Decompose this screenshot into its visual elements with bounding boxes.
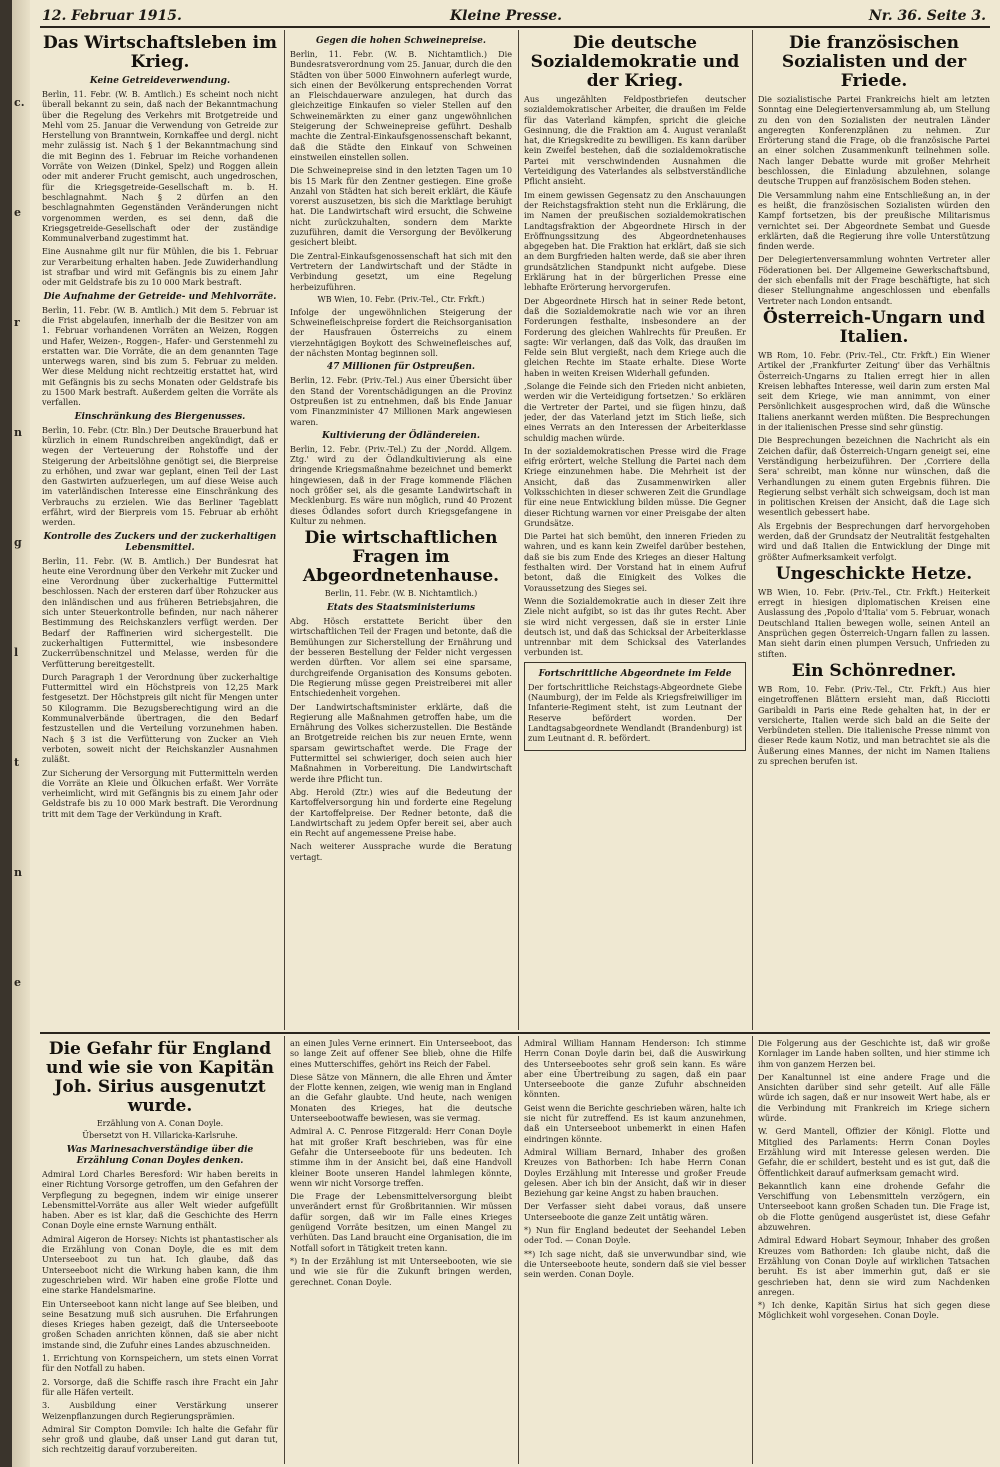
article-paragraph: Im einem gewissen Gegensatz zu den Anschauungen der Reichstagsfraktion steht nun die Erklärung, die im Namen der preußischen sozialdemokratischen Landtagsfraktion der Abgeordnete Hirsch in der Eröffnungssitzung des Abgeordnetenhauses abgegeben hat. Die Fraktion hat erklärt, daß sie sich an dem Burgfrieden halten werde, daß sie aber ihren grundsätzlichen Standpunkt nicht aufgebe. Diese Erklärung hat in der bürgerlichen Presse eine lebhafte Erörterung hervorgerufen. <box>524 189 746 293</box>
article-paragraph: Berlin, 11. Febr. (W. B. Nichtamtlich.) Die Bundesratsverordnung vom 25. Januar, durch die den Städten von über 5000 Einwohnern auferlegt wurde, sich einen der Bevölkerung entsprechenden Vorrat an Fleischdauerware anzulegen, hat durch das gleichzeitige Einkaufen so vieler Stellen auf den Schweinemärkten zu einer ganz ungewöhnlichen Steigerung der Schweinepreise geführt. Deshalb machte die Zentral-Einkaufsgenossenschaft bekannt, daß die Städte den Einkauf von Schweinen einstweilen einstellen sollen. <box>290 49 512 162</box>
section-subtitle: Einschränkung des Biergenusses. <box>74 411 246 422</box>
social-democracy-text <box>524 94 746 658</box>
edge-glyph: n <box>14 866 22 879</box>
dateline: Berlin, 11. Febr. (W. B. Nichtamtlich.) <box>324 589 478 599</box>
feuilleton-paragraph: **) Ich sage nicht, daß sie unverwundbar sind, wie die Unterseeboote heute, sondern daß sie viel besser sein werden. Conan Doyle. <box>524 1248 746 1280</box>
section-subtitle: 47 Millionen für Ostpreußen. <box>326 362 476 373</box>
dateline: WB Wien, 10. Febr. (Priv.-Tel., Ctr. Frkft.) <box>317 294 485 304</box>
feuilleton-paragraph: Die Folgerung aus der Geschichte ist, daß wir große Kornlager im Lande haben sollten, und hier stimme ich ihm von ganzem Herzen bei. <box>758 1038 990 1069</box>
column-pig-prices <box>290 32 512 1028</box>
pig-price-sections <box>290 36 512 862</box>
section-subtitle: Etats des Staatsministeriums <box>326 603 476 614</box>
feuilleton-intro: Was Marinesachverständige über die Erzählung Conan Doyles denken. <box>66 1145 254 1166</box>
article-paragraph: WB Rom, 10. Febr. (Priv.-Tel., Ctr. Frkft.) Aus hier eingetroffenen Blättern ersieht man, daß Ricciotti Garibaldi in Paris eine Rede gehalten hat, in der er versicherte, Italien werde sich bald an die Seite der Verbündeten stellen. Die italienische Presse nimmt von dieser Rede kaum Notiz, und man betrachtet sie als die Äußerung eines Mannes, der nicht im Namen Italiens zu sprechen berufen ist. <box>758 683 990 767</box>
article-title: Die wirtschaftlichen Fragen im Abgeordnetenhause. <box>302 528 500 587</box>
edge-glyph: g <box>14 536 22 549</box>
clumsy-agitation-text <box>758 587 990 659</box>
section-subtitle: Gegen die hohen Schweinepreise. <box>316 36 486 46</box>
progressive-deputies-title: Fortschrittliche Abgeordnete im Felde <box>538 668 732 679</box>
article-paragraph: Als Ergebnis der Besprechungen darf hervorgehoben werden, daß der Grundsatz der Neutralität festgehalten wird und daß Italien die Entwicklung der Dinge mit größter Aufmerksamkeit verfolgt. <box>758 520 990 562</box>
article-paragraph: Zur Sicherung der Versorgung mit Futtermitteln werden die Vorräte an Kleie und Ölkuchen erfaßt. Wer Vorräte verheimlicht, wird mit Gefängnis bis zu einem Jahr oder Geldstrafe bis zu 10 000 Mark bestraft. Die Verordnung tritt mit dem Tage der Verkündung in Kraft. <box>42 767 278 819</box>
feuilleton-paragraph: 1. Errichtung von Kornspeichern, um stets einen Vorrat für den Notfall zu haben. <box>42 1353 278 1374</box>
article-paragraph: Infolge der ungewöhnlichen Steigerung der Schweinefleischpreise fordert die Reichsorganisation der Hausfrauen Österreichs zu einem vierzehntägigen Boykott des Schweinefleisches auf, der nächsten Montag beginnen soll. <box>290 306 512 359</box>
section-subtitle: Kultivierung der Ödländereien. <box>322 430 480 441</box>
feuilleton-col-2 <box>290 1038 512 1464</box>
feuilleton-paragraph: *) Nun für England bedeutet der Seehandel Leben oder Tod. — Conan Doyle. <box>524 1225 746 1246</box>
article-title-social-democracy: Die deutsche Sozialdemokratie und der Krieg. <box>530 33 740 91</box>
edge-glyph: r <box>14 316 20 329</box>
column-social-democracy <box>524 32 746 1028</box>
edge-glyph: t <box>14 756 20 769</box>
article-paragraph: Berlin, 10. Febr. (Ctr. Bln.) Der Deutsche Brauerbund hat kürzlich in einem Rundschreiben angekündigt, daß er wegen der Verteuerung der Rohstoffe und der Steigerung der Arbeitslöhne genötigt sei, die Bierpreise zu erhöhen, und zwar war geplant, einen Teil der Last den Gastwirten aufzuerlegen, um auf diese Weise auch im vaterländischen Interesse eine Einschränkung des Verbrauchs zu erzielen. Wie das Berliner Tageblatt erfährt, wird der Bierpreis vom 15. Februar ab erhöht werden. <box>42 424 278 528</box>
progressive-deputies-text: Der fortschrittliche Reichstags-Abgeordnete Giebe (Naumburg), der im Felde als Kriegsfreiwilliger im Infanterie-Regiment steht, ist zum Leutnant der Reserve befördert worden. Der Landtagsabgeordnete Wendlandt (Brandenburg) ist zum Leutnant d. R. befördert. <box>528 681 742 744</box>
edge-glyph: c. <box>14 96 25 109</box>
feuilleton-paragraph: Ein Unterseeboot kann nicht lange auf See bleiben, und seine Besatzung muß sich ausruhen. Die Erfahrungen dieses Krieges haben gezeigt, daß die Unterseeboote großen Schaden anrichten können, daß sie aber nicht imstande sind, die Zufuhr eines Landes abzuschneiden. <box>42 1298 278 1350</box>
article-title-french-socialists: Die französischen Sozialisten und der Friede. <box>781 33 967 91</box>
article-paragraph: WB Rom, 10. Febr. (Priv.-Tel., Ctr. Frkft.) Ein Wiener Artikel der ‚Frankfurter Zeitung' über das Verhältnis Österreich-Ungarns zu Italien erregt hier in allen Kreisen lebhaftes Interesse, weil darin zum ersten Mal seit dem Kriege, wie man annimmt, von einer Persönlichkeit ausgesprochen wird, daß die Wünsche Italiens anerkannt werden müßten. Die Besprechungen in der italienischen Presse sind sehr günstig. <box>758 349 990 433</box>
header-rule <box>40 26 990 28</box>
article-title-clumsy-agitation: Ungeschickte Hetze. <box>775 563 973 584</box>
article-paragraph: Der Abgeordnete Hirsch hat in seiner Rede betont, daß die Sozialdemokratie nach wie vor an ihren Forderungen festhalte, insbesondere an der Forderung des gleichen Wahlrechts für Preußen. Er sagte: Wir verlangen, daß das Volk, das draußen im Felde sein Blut vergießt, nach dem Kriege auch die gleichen Rechte im Staate erhalte. Diese Worte haben in weiten Kreisen Widerhall gefunden. <box>524 295 746 378</box>
column-divider-1 <box>284 30 285 1030</box>
feuilleton-paragraph: Geist wenn die Berichte geschrieben wären, halte ich sie nicht für zutreffend. Es ist kaum anzunehmen, daß ein Unterseeboot unbemerkt in einen Hafen eindringen könnte. <box>524 1102 746 1144</box>
feuilleton-col-1 <box>42 1038 278 1464</box>
page-spine <box>12 0 30 1467</box>
feuilleton-byline: Erzählung von A. Conan Doyle. <box>96 1119 224 1128</box>
article-paragraph: Aus ungezählten Feldpostbriefen deutscher sozialdemokratischer Arbeiter, die draußen im Felde für das Vaterland kämpfen, spricht die gleiche Gesinnung, die die Fraktion am 4. August veranlaßt hat, die Kriegskredite zu bewilligen. Es kann darüber kein Zweifel bestehen, daß die sozialdemokratische Partei mit verschwindenden Ausnahmen die Verteidigung des Vaterlandes als selbstverständliche Pflicht ansieht. <box>524 94 746 187</box>
column-divider-3 <box>752 30 753 1030</box>
austria-italy-text <box>758 350 990 562</box>
header-issue-number: Nr. 36. Seite 3. <box>868 8 986 24</box>
newspaper-page <box>12 0 1000 1467</box>
article-paragraph: Berlin, 12. Febr. (Priv.-Tel.) Aus einer Übersicht über den Stand der Vorentschädigungen an die Provinz Ostpreußen ist zu entnehmen, daß bis Ende Januar vom Finanzminister 47 Millionen Mark angewiesen waren. <box>290 375 512 427</box>
feuilleton-paragraph: *) In der Erzählung ist mit Unterseebooten, wie sie und wie sie für die Zukunft bringen werden, gerechnet. Conan Doyle. <box>290 1255 512 1287</box>
article-paragraph: ‚Solange die Feinde sich den Frieden nicht anbieten, werden wir die Verteidigung fortsetzen.' So erklären die Vertreter der Partei, und sie fügen hinzu, daß jeder, der das Vaterland jetzt im Stich ließe, sich eines Verrats an den Interessen der Arbeiterklasse schuldig machen würde. <box>524 381 746 443</box>
feuilleton-text-2 <box>290 1038 512 1287</box>
article-paragraph: Eine Ausnahme gilt nur für Mühlen, die bis 1. Februar zur Verarbeitung erhalten haben. Jede Zuwiderhandlung ist strafbar und wird mit Gefängnis bis zu einem Jahr oder mit Geldstrafe bis zu 10 000 Mark bestraft. <box>42 246 278 288</box>
feuilleton-paragraph: W. Gerd Mantell, Offizier der Königl. Flotte und Mitglied des Parlaments: Herrn Conan Doyles Erzählung wird mit Interesse gelesen werden. Die Gefahr, die er schildert, besteht und es ist gut, daß die Öffentlichkeit darauf aufmerksam gemacht wird. <box>758 1126 990 1178</box>
feuilleton-paragraph: an einen Jules Verne erinnert. Ein Unterseeboot, das so lange Zeit auf offener See blieb, ohne die Hilfe eines Mutterschiffes, gehört ins Reich der Fabel. <box>290 1038 512 1069</box>
section-subtitle: Keine Getreideverwendung. <box>89 76 231 86</box>
article-paragraph: Abg. Hösch erstattete Bericht über den wirtschaftlichen Teil der Fragen und betonte, daß die Bemühungen zur Sicherstellung der Ernährung und der besseren Bestellung der Felder nicht vergessen werden dürften. Vor allem sei eine sparsame, durchgreifende Organisation des Konsums geboten. Die Regierung müsse gegen Preistreiberei mit aller Entschiedenheit vorgehen. <box>290 616 512 699</box>
column-divider-6 <box>752 1036 753 1464</box>
french-socialists-text <box>758 94 990 306</box>
feuilleton-paragraph: Bekanntlich kann eine drohende Gefahr die Verschiffung von Lebensmitteln verzögern, ein Unterseeboot kann großen Schaden tun. Die Frage ist, ob die Flotte genügend ausgerüstet ist, diese Gefahr abzuwehren. <box>758 1180 990 1233</box>
article-paragraph: Berlin, 11. Febr. (W. B. Amtlich.) Mit dem 5. Februar ist die Frist abgelaufen, innerhalb der die Besitzer von am 1. Februar vorhandenen Vorräten an Weizen, Roggen und Hafer, Weizen-, Roggen-, Hafer- und Gerstenmehl zu erstatten war. Die Vorräte, die an dem genannten Tage unterwegs waren, sind bis zum 5. Februar zu melden. Wer diese Meldung nicht rechtzeitig erstattet hat, wird mit Gefängnis bis zu sechs Monaten oder Geldstrafe bis zu 1500 Mark bestraft. Außerdem gelten die Vorräte als verfallen. <box>42 304 278 408</box>
article-paragraph: Die Partei hat sich bemüht, den inneren Frieden zu wahren, und es kann kein Zweifel darüber bestehen, daß sie bis zum Ende des Krieges an dieser Haltung festhalten wird. Der Vorstand hat in einem Aufruf betont, daß die Einigkeit des Volkes die Voraussetzung des Sieges sei. <box>524 531 746 593</box>
feuilleton-paragraph: Admiral Lord Charles Beresford: Wir haben bereits in einer Richtung Vorsorge getroffen, um den Gefahren der Verpflegung zu begegnen, indem wir einige unserer Lebensmittel-Vorräte aus aller Welt wieder aufgefüllt haben. Aber es ist klar, daß die Geschichte des Herrn Conan Doyle eine ernste Warnung enthält. <box>42 1169 278 1231</box>
column-divider-4 <box>284 1036 285 1464</box>
feuilleton-paragraph: Der Verfasser sieht dabei voraus, daß unsere Unterseeboote die ganze Zeit untätig wären. <box>524 1201 746 1222</box>
progressive-deputies-box <box>524 662 746 751</box>
article-paragraph: Die Versammlung nahm eine Entschließung an, in der es heißt, die französischen Sozialisten würden den Kampf fortsetzen, bis der preußische Militarismus vernichtet sei. Der Abgeordnete Sembat und Guesde erklärten, daß die Regierung ihre volle Unterstützung finden werde. <box>758 189 990 252</box>
article-paragraph: Der Delegiertenversammlung wohnten Vertreter aller Föderationen bei. Der Allgemeine Gewerkschaftsbund, der sich ebenfalls mit der Frage beschäftigte, hat sich dieser Stellungnahme angeschlossen und ebenfalls Vertreter nach London entsandt. <box>758 254 990 306</box>
feuilleton-paragraph: Admiral Aigeron de Horsey: Nichts ist phantastischer als die Erzählung von Conan Doyle, die es mit dem Unterseeboot zu tun hat. Ich glaube, daß das Unterseeboot nicht die Wirkung haben kann, die ihm zugeschrieben wird. Wir haben eine große Flotte und eine starke Handelsmarine. <box>42 1233 278 1296</box>
header-date: 12. Februar 1915. <box>42 8 182 24</box>
orator-text <box>758 684 990 766</box>
article-title-orator: Ein Schönredner. <box>791 660 957 681</box>
edge-glyph: l <box>14 646 19 659</box>
feuilleton-paragraph: 2. Vorsorge, daß die Schiffe rasch ihre Fracht ein Jahr für alle Häfen verteilt. <box>42 1376 278 1397</box>
edge-glyph: e <box>14 976 21 989</box>
feuilleton-col-4 <box>758 1038 990 1464</box>
feuilleton-paragraph: Die Frage der Lebensmittelversorgung bleibt unverändert ernst für Großbritannien. Wir müssen dafür sorgen, daß wir im Falle eines Krieges genügend Vorräte besitzen, um einen Mangel zu verhüten. Das Land braucht eine Organisation, die im Notfall sofort in Tätigkeit treten kann. <box>290 1191 512 1253</box>
article-paragraph: Die Zentral-Einkaufsgenossenschaft hat sich mit den Vertretern der Landwirtschaft und der Städte in Verbindung gesetzt, um eine Regelung herbeizuführen. <box>290 250 512 292</box>
article-paragraph: Berlin, 11. Febr. (W. B. Amtlich.) Der Bundesrat hat heute eine Verordnung über den Verkehr mit Zucker und eine Verordnung über zuckerhaltige Futtermittel beschlossen. Nach der ersteren darf über Rohzucker aus den inländischen und aus früheren Betriebsjahren, die sich unter Steuerkontrolle befinden, nur nach näherer Bestimmung des Reichskanzlers verfügt werden. Der Bedarf der Raffinerien wird sichergestellt. Die zuckerhaltigen Futtermittel, wie insbesondere Zuckerrübenschnitzel und Melasse, werden für die Verfütterung bereitgestellt. <box>42 555 278 669</box>
feuilleton-text-3 <box>524 1038 746 1280</box>
feuilleton-paragraph: Admiral A. C. Penrose Fitzgerald: Herr Conan Doyle hat mit großer Kraft beschrieben, was für eine Gefahr die Unterseeboote für uns bedeuten. Ich stimme ihm in der Ansicht bei, daß eine Handvoll kleiner Boote unseren Handel lahmlegen könnte, wenn wir nicht Vorsorge treffen. <box>290 1126 512 1188</box>
article-paragraph: Berlin, 12. Febr. (Priv.-Tel.) Zu der ‚Nordd. Allgem. Ztg.' wird zu der Ödlandkultivierung als eine dringende Kriegsmaßnahme bezeichnet und bemerkt hingewiesen, daß in der Frage kommende Flächen noch größer sei, als die gesamte Landwirtschaft in Mecklenburg. Es wäre nun möglich, rund 40 Prozent dieses Ödlandes sofort durch Kriegsgefangene in Kultur zu nehmen. <box>290 443 512 526</box>
article-paragraph: Die Besprechungen bezeichnen die Nachricht als ein Zeichen dafür, daß Österreich-Ungarn geneigt sei, eine Verständigung herbeizuführen. Der ‚Corriere della Sera' schreibt, man könne nur wünschen, daß die Verhandlungen zu einem guten Ergebnis führen. Die Regierung selbst verhält sich schweigsam, doch ist man in politischen Kreisen der Ansicht, daß die Lage sich wesentlich gebessert habe. <box>758 435 990 518</box>
feuilleton-paragraph: *) Ich denke, Kapitän Sirius hat sich gegen diese Möglichkeit wohl vorgesehen. Conan Doyle. <box>758 1300 990 1321</box>
feuilleton-paragraph: Der Kanaltunnel ist eine andere Frage und die Ansichten darüber sind sehr geteilt. Auf alle Fälle würde ich sagen, daß er nur insoweit Wert habe, als er die Verbindung mit Frankreich im Kriege sichern würde. <box>758 1071 990 1124</box>
article-paragraph: Die Schweinepreise sind in den letzten Tagen um 10 bis 15 Mark für den Zentner gestiegen. Eine große Anzahl von Städten hat sich bereit erklärt, die Käufe vorerst auszusetzen, bis sich die Marktlage beruhigt hat. Die Landwirtschaft wird ersucht, die Schweine nicht zurückzuhalten, sondern dem Markte zuzuführen, damit die Versorgung der Bevölkerung gesichert bleibt. <box>290 165 512 248</box>
edge-glyph: e <box>14 206 21 219</box>
article-paragraph: Berlin, 11. Febr. (W. B. Amtlich.) Es scheint noch nicht überall bekannt zu sein, daß nach der Bekanntmachung über die Regelung des Verkehrs mit Brotgetreide und Mehl vom 25. Januar die Verwendung von Getreide zur Herstellung von Branntwein, Kornkaffee und dergl. nicht mehr zulässig ist. Nach § 1 der Bekanntmachung sind die mit Beginn des 1. Februar im Reiche vorhandenen Vorräte von Weizen (Dinkel, Spelz) und Roggen allein oder mit anderer Frucht gemischt, auch ungedroschen, für die Kriegsgetreide-Gesellschaft m. b. H. beschlagnahmt. Nach § 2 dürfen an den beschlagnahmten Gegenständen Veränderungen nicht vorgenommen werden, es sei denn, daß die Kriegsgetreide-Gesellschaft oder der zuständige Kommunalverband zugestimmt hat. <box>42 89 278 244</box>
article-paragraph: Nach weiterer Aussprache wurde die Beratung vertagt. <box>290 841 512 862</box>
column-divider-5 <box>518 1036 519 1464</box>
article-paragraph: Durch Paragraph 1 der Verordnung über zuckerhaltige Futtermittel wird ein Höchstpreis von 12,25 Mark festgesetzt. Der Höchstpreis gilt nicht für Mengen unter 50 Kilogramm. Die Bezugsberechtigung wird an die Kommunalverbände übertragen, die den Bedarf festzustellen und die Verteilung vorzunehmen haben. Nach § 3 ist die Verfütterung von Zucker an Vieh verboten, soweit nicht der Reichskanzler Ausnahmen zuläßt. <box>42 671 278 765</box>
article-paragraph: WB Wien, 10. Febr. (Priv.-Tel., Ctr. Frkft.) Heiterkeit erregt in hiesigen diplomatischen Kreisen eine Auslassung des ‚Popolo d'Italia' vom 5. Februar, wonach Deutschland Italien bewegen wolle, seinen Anteil an Ansprüchen gegen Österreich-Ungarn fallen zu lassen. Man sieht darin einen plumpen Versuch, Unfrieden zu stiften. <box>758 586 990 659</box>
column-divider-2 <box>518 30 519 1030</box>
article-paragraph: Wenn die Sozialdemokratie auch in dieser Zeit ihre Ziele nicht aufgibt, so ist das ihr gutes Recht. Aber sie wird nicht vergessen, daß sie in erster Linie deutsch ist, und daß das Schicksal der Arbeiterklasse untrennbar mit dem Schicksal des Vaterlandes verbunden ist. <box>524 595 746 658</box>
section-subtitle: Die Aufnahme der Getreide- und Mehlvorräte. <box>43 291 277 302</box>
economy-sections <box>42 76 278 819</box>
article-paragraph: Abg. Herold (Ztr.) wies auf die Bedeutung der Kartoffelversorgung hin und forderte eine Regelung der Kartoffelpreise. Der Redner betonte, daß die Landwirtschaft zu jedem Opfer bereit sei, aber auch ein Recht auf angemessene Preise habe. <box>290 786 512 839</box>
feuilleton-title: Die Gefahr für England und wie sie von Kapitän Joh. Sirius ausgenutzt wurde. <box>46 1039 274 1116</box>
column-foreign <box>758 32 990 1028</box>
section-subtitle: Kontrolle des Zuckers und der zuckerhaltigen Lebensmittel. <box>43 531 277 553</box>
feuilleton-paragraph: 3. Ausbildung einer Verstärkung unserer Weizenpflanzungen durch Regierungsprämien. <box>42 1400 278 1421</box>
feuilleton-translator: Übersetzt von H. Villaricka-Karlsruhe. <box>82 1131 238 1140</box>
section-rule <box>40 1032 990 1034</box>
article-title-economy: Das Wirtschaftsleben im Krieg. <box>42 33 278 72</box>
article-title-austria-italy: Österreich-Ungarn und Italien. <box>763 307 985 347</box>
article-paragraph: Der Landwirtschaftsminister erklärte, daß die Regierung alle Maßnahmen getroffen habe, um die Ernährung des Volkes sicherzustellen. Die Bestände an Brotgetreide reichen bis zur neuen Ernte, wenn sparsam gewirtschaftet werde. Die Frage der Futtermittel sei schwieriger, doch seien auch hier Maßnahmen in Vorbereitung. Die Landwirtschaft werde ihre Pflicht tun. <box>290 701 512 784</box>
article-paragraph: Die sozialistische Partei Frankreichs hielt am letzten Sonntag eine Delegiertenversammlung ab, um Stellung zu den von den Sozialisten der neutralen Länder angeregten Konferenzplänen zu nehmen. Zur Erörterung stand die Frage, ob die französische Partei an einer solchen Zusammenkunft teilnehmen solle. Nach langer Debatte wurde mit großer Mehrheit beschlossen, die Einladung abzulehnen, solange deutsche Truppen auf französischem Boden stehen. <box>758 94 990 187</box>
article-paragraph: In der sozialdemokratischen Presse wird die Frage eifrig erörtert, welche Stellung die Partei nach dem Kriege einzunehmen habe. Die Mehrheit ist der Ansicht, daß das Zusammenwirken aller Volksschichten in dieser schweren Zeit die Grundlage für eine neue Entwicklung bilden müsse. Die Gegner dieser Richtung warnen vor einer Preisgabe der alten Grundsätze. <box>524 445 746 528</box>
feuilleton-paragraph: Admiral Edward Hobart Seymour, Inhaber des großen Kreuzes vom Bathorden: Ich glaube nicht, daß die Erzählung von Conan Doyle auf wirklichen Tatsachen beruht. Es ist aber immerhin gut, daß er sie geschrieben hat, denn sie wird zum Nachdenken anregen. <box>758 1235 990 1297</box>
feuilleton-text-1 <box>42 1169 278 1455</box>
edge-glyph: n <box>14 426 22 439</box>
feuilleton-col-3 <box>524 1038 746 1464</box>
feuilleton-text-4 <box>758 1038 990 1321</box>
feuilleton-paragraph: Admiral William Hannam Henderson: Ich stimme Herrn Conan Doyle darin bei, daß die Auswirkung des Unterseebootes sehr groß sein kann. Es wäre aber eine Übertreibung zu sagen, daß ein paar Unterseeboote die ganze Zufuhr abschneiden könnten. <box>524 1038 746 1100</box>
column-economy <box>42 32 278 1028</box>
feuilleton-paragraph: Admiral Sir Compton Domvile: Ich halte die Gefahr für sehr groß und glaube, daß unser Land gut daran tut, sich rechtzeitig darauf vorzubereiten. <box>42 1423 278 1455</box>
feuilleton-paragraph: Admiral William Bernard, Inhaber des großen Kreuzes von Bathorben: Ich habe Herrn Conan Doyles Erzählung mit Interesse und großer Freude gelesen. Aber ich bin der Ansicht, daß wir in dieser Beziehung gar keine Angst zu haben brauchen. <box>524 1146 746 1199</box>
header-paper-name: Kleine Presse. <box>449 8 563 24</box>
feuilleton-paragraph: Diese Sätze von Männern, die alle Ehren und Ämter der Flotte kennen, zeigen, wie wenig man in England an die Gefahr glaubte. Und heute, nach wenigen Monaten des Krieges, hat die deutsche Unterseebootwaffe bewiesen, was sie vermag. <box>290 1071 512 1124</box>
